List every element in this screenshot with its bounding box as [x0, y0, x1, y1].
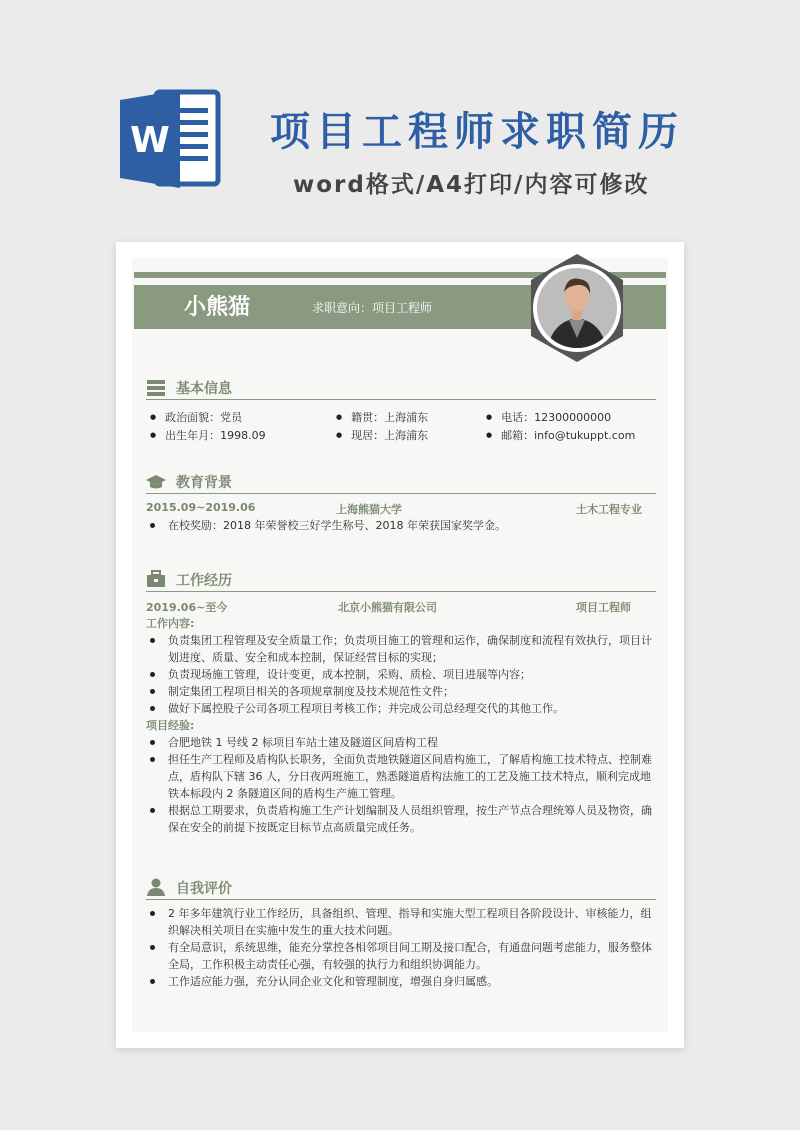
section-self-evaluation — [146, 876, 656, 990]
education-row — [146, 499, 656, 517]
list-item: 根据总工期要求，负责盾构施工生产计划编制及人员组织管理，按生产节点合理统筹人员及物资，确保在安全的前提下按既定目标节点高质量完成任务。 — [146, 802, 656, 836]
basic-info-grid — [146, 406, 656, 446]
section-header — [146, 470, 656, 494]
briefcase-icon — [146, 570, 166, 588]
education-list — [146, 517, 656, 534]
work-company: 北京小熊猫有限公司 — [338, 601, 437, 614]
svg-text:W: W — [130, 120, 170, 161]
section-header — [146, 876, 656, 900]
work-period: 2019.06~至今 — [146, 601, 228, 614]
project-list — [146, 734, 656, 836]
work-content-label: 工作内容: — [146, 617, 195, 630]
info-phone: ● 电话：12300000000 — [486, 409, 611, 425]
resume-paper — [116, 242, 684, 1048]
list-item: 负责现场施工管理，设计变更，成本控制，采购、质检、项目进展等内容； — [146, 666, 656, 683]
info-residence: ● 现居：上海浦东 — [336, 427, 428, 443]
self-evaluation-list — [146, 905, 656, 990]
graduation-cap-icon — [146, 472, 166, 490]
list-item: 工作适应能力强，充分认同企业文化和管理制度，增强自身归属感。 — [146, 973, 656, 990]
education-school: 上海熊猫大学 — [336, 503, 402, 516]
info-birth: ● 出生年月：1998.09 — [150, 427, 266, 443]
list-item: 合肥地铁 1 号线 2 标项目车站土建及隧道区间盾构工程 — [146, 734, 656, 751]
education-period: 2015.09~2019.06 — [146, 501, 256, 514]
banner-title: 项目工程师求职简历 — [270, 109, 684, 155]
job-intent: 求职意向：项目工程师 — [312, 301, 433, 315]
work-content-list — [146, 632, 656, 717]
stack-icon — [146, 378, 166, 396]
section-header — [146, 568, 656, 592]
section-education — [146, 470, 656, 534]
list-item: 做好下属控股子公司各项工程项目考核工作；并完成公司总经理交代的其他工作。 — [146, 700, 656, 717]
candidate-name: 小熊猫 — [184, 295, 251, 320]
work-row — [146, 597, 656, 615]
list-item: 负责集团工程管理及安全质量工作；负责项目施工的管理和运作，确保制度和流程有效执行，项目计划进度、质量、安全和成本控制，保证经营目标的实现； — [146, 632, 656, 666]
list-item: 2 年多年建筑行业工作经历，具备组织、管理、指导和实施大型工程项目各阶段设计、审核能力，组织解决相关项目在实施中发生的重大技术问题。 — [146, 905, 656, 939]
list-item: 制定集团工程项目相关的各项规章制度及技术规范性文件； — [146, 683, 656, 700]
section-title: 工作经历 — [176, 573, 232, 589]
project-label: 项目经验: — [146, 719, 195, 732]
list-item: 在校奖励：2018 年荣誉校三好学生称号、2018 年荣获国家奖学金。 — [146, 517, 656, 534]
info-hometown: ● 籍贯：上海浦东 — [336, 409, 428, 425]
work-position: 项目工程师 — [576, 601, 631, 614]
list-item: 担任生产工程师及盾构队长职务，全面负责地铁隧道区间盾构施工，了解盾构施工技术特点、控制难点，盾构队下辖 36 人，分日夜两班施工，熟悉隧道盾构法施工的工艺及施工技术特点，顺利完成地铁本标段内 2 条隧道区间的盾构生产施工管理。 — [146, 751, 656, 802]
section-basic-info — [146, 376, 656, 446]
section-title: 自我评价 — [176, 881, 232, 897]
section-title: 教育背景 — [176, 475, 232, 491]
section-title: 基本信息 — [176, 381, 232, 397]
person-icon — [146, 878, 166, 896]
section-header — [146, 376, 656, 400]
info-politics: ● 政治面貌：党员 — [150, 409, 242, 425]
word-icon — [118, 84, 228, 194]
list-item: 有全局意识，系统思维，能充分掌控各相邻项目间工期及接口配合，有通盘问题考虑能力，服务整体全局，工作积极主动责任心强，有较强的执行力和组织协调能力。 — [146, 939, 656, 973]
section-work — [146, 568, 656, 836]
avatar — [521, 252, 633, 364]
info-email: ● 邮箱：info@tukuppt.com — [486, 427, 635, 443]
education-major: 土木工程专业 — [576, 503, 642, 516]
banner — [0, 0, 800, 240]
banner-subtitle: word格式/A4打印/内容可修改 — [293, 172, 650, 198]
